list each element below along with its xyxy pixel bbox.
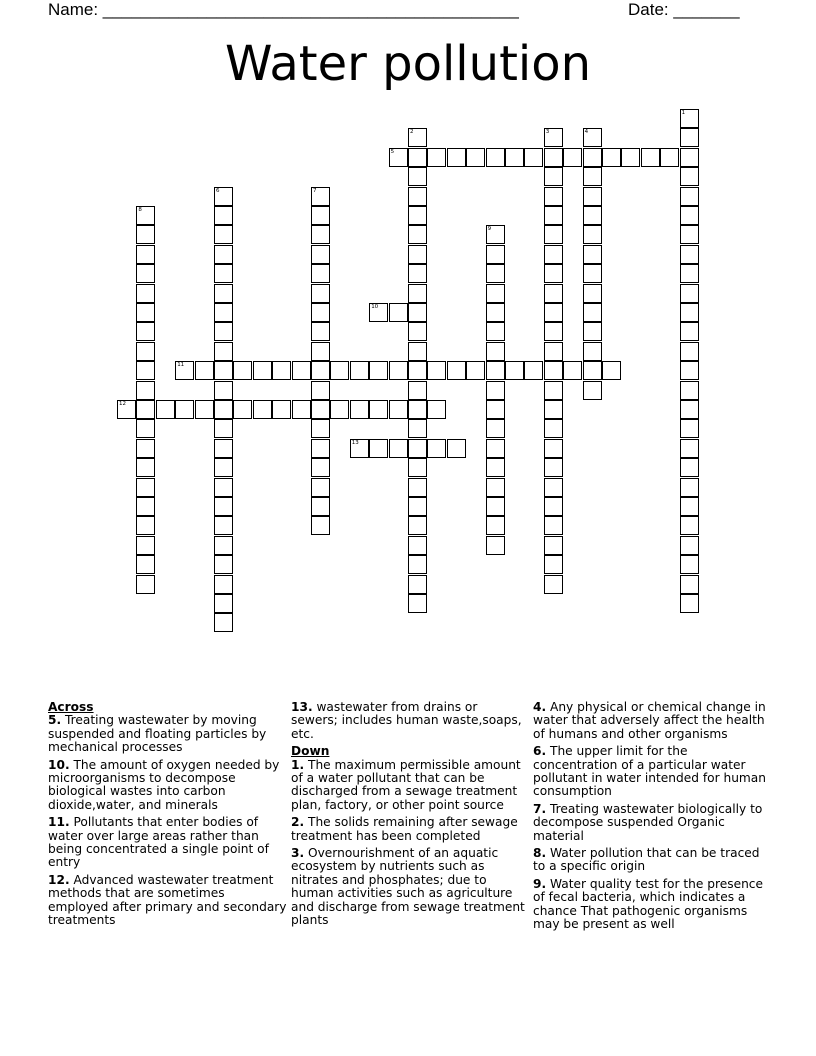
crossword-cell[interactable] xyxy=(408,419,427,438)
crossword-cell[interactable] xyxy=(544,400,563,419)
clue-text: Water pollution that can be traced to a specific origin xyxy=(533,846,760,874)
crossword-cell[interactable] xyxy=(680,284,699,303)
crossword-cell[interactable] xyxy=(680,264,699,283)
crossword-cell[interactable] xyxy=(408,225,427,244)
crossword-cell[interactable] xyxy=(680,575,699,594)
clues-column-3 xyxy=(533,701,773,936)
crossword-cell[interactable] xyxy=(408,594,427,613)
crossword-cell[interactable] xyxy=(544,458,563,477)
crossword-cell[interactable] xyxy=(408,361,427,380)
crossword-cell[interactable] xyxy=(544,342,563,361)
crossword-cell[interactable] xyxy=(408,400,427,419)
crossword-cell[interactable] xyxy=(680,458,699,477)
crossword-cell[interactable] xyxy=(486,264,505,283)
crossword-cell[interactable] xyxy=(680,439,699,458)
crossword-cell[interactable] xyxy=(350,400,369,419)
crossword-cell[interactable] xyxy=(486,516,505,535)
clue-number: 6. xyxy=(533,744,547,759)
crossword-cell[interactable] xyxy=(292,400,311,419)
date-field[interactable]: Date: _______ xyxy=(628,0,740,19)
crossword-cell[interactable] xyxy=(544,264,563,283)
crossword-cell[interactable] xyxy=(311,245,330,264)
crossword-cell[interactable] xyxy=(214,555,233,574)
crossword-cell[interactable] xyxy=(680,167,699,186)
crossword-cell[interactable] xyxy=(214,187,233,206)
crossword-cell[interactable] xyxy=(680,497,699,516)
crossword-cell[interactable] xyxy=(156,400,175,419)
crossword-cell[interactable] xyxy=(641,148,660,167)
crossword-cell[interactable] xyxy=(544,361,563,380)
clue-number-label: 6 xyxy=(216,187,220,194)
clue-number-label: 7 xyxy=(313,187,317,194)
clue-number-label: 5 xyxy=(390,148,395,155)
crossword-cell[interactable] xyxy=(214,206,233,225)
crossword-cell[interactable] xyxy=(389,303,408,322)
crossword-cell[interactable] xyxy=(350,439,369,458)
crossword-cell[interactable] xyxy=(408,167,427,186)
clue-number-label: 8 xyxy=(138,207,142,213)
crossword-cell[interactable] xyxy=(330,400,349,419)
clue-number-label: 11 xyxy=(177,362,185,369)
crossword-cell[interactable] xyxy=(583,284,602,303)
clue-number-label: 1 xyxy=(681,110,686,116)
clue-text: The solids remaining after sewage treatment has been completed xyxy=(291,815,518,843)
clue-across-11 xyxy=(48,816,288,870)
clue-across-10 xyxy=(48,759,288,813)
crossword-cell[interactable] xyxy=(214,225,233,244)
crossword-cell[interactable] xyxy=(311,400,330,419)
clue-across-5 xyxy=(48,714,288,754)
crossword-cell[interactable] xyxy=(680,303,699,322)
crossword-cell[interactable] xyxy=(544,128,563,147)
crossword-cell[interactable] xyxy=(136,381,155,400)
crossword-cell[interactable] xyxy=(447,148,466,167)
clue-number: 11. xyxy=(48,815,70,830)
crossword-cell[interactable] xyxy=(175,400,194,419)
crossword-cell[interactable] xyxy=(544,478,563,497)
crossword-cell[interactable] xyxy=(486,478,505,497)
crossword-cell[interactable] xyxy=(524,361,543,380)
clues-column-2 xyxy=(291,701,527,932)
crossword-cell[interactable] xyxy=(544,575,563,594)
clue-text: Water quality test for the presence of fecal bacteria, which indicates a chance That pathogenic organisms may be present as well xyxy=(533,876,764,932)
crossword-cell[interactable] xyxy=(583,264,602,283)
crossword-cell[interactable] xyxy=(583,245,602,264)
crossword-cell[interactable] xyxy=(408,458,427,477)
crossword-cell[interactable] xyxy=(214,264,233,283)
name-field[interactable]: Name: ____________________________________________ xyxy=(48,0,519,19)
clue-number: 2. xyxy=(291,815,305,830)
crossword-cell[interactable] xyxy=(486,497,505,516)
crossword-cell[interactable] xyxy=(214,381,233,400)
crossword-cell[interactable] xyxy=(311,516,330,535)
crossword-cell[interactable] xyxy=(486,458,505,477)
clue-down-9 xyxy=(533,878,773,932)
crossword-cell[interactable] xyxy=(486,284,505,303)
clue-text: The maximum permissible amount of a water pollutant that can be discharged from a sewage treatment plan, factory, or other point source xyxy=(291,757,521,812)
crossword-cell[interactable] xyxy=(486,322,505,341)
crossword-cell[interactable] xyxy=(505,361,524,380)
crossword-cell[interactable] xyxy=(408,303,427,322)
clue-text: Treating wastewater by moving suspended and floating particles by mechanical processes xyxy=(48,713,267,755)
crossword-cell[interactable] xyxy=(408,381,427,400)
crossword-cell[interactable] xyxy=(311,322,330,341)
crossword-cell[interactable] xyxy=(408,575,427,594)
crossword-cell[interactable] xyxy=(369,439,388,458)
crossword-cell[interactable] xyxy=(583,187,602,206)
crossword-cell[interactable] xyxy=(544,555,563,574)
clue-number-label: 9 xyxy=(487,226,492,233)
clue-number-label: 12 xyxy=(119,401,126,407)
crossword-cell[interactable] xyxy=(486,148,505,167)
crossword-cell[interactable] xyxy=(486,381,505,400)
across-heading: Across xyxy=(48,700,94,714)
crossword-cell[interactable] xyxy=(136,497,155,516)
crossword-cell[interactable] xyxy=(486,400,505,419)
crossword-cell[interactable] xyxy=(369,303,388,322)
crossword-cell[interactable] xyxy=(214,245,233,264)
crossword-cell[interactable] xyxy=(311,458,330,477)
clue-down-6 xyxy=(533,745,773,799)
crossword-cell[interactable] xyxy=(311,206,330,225)
crossword-cell[interactable] xyxy=(136,284,155,303)
clue-down-2 xyxy=(291,816,527,843)
crossword-cell[interactable] xyxy=(544,439,563,458)
crossword-cell[interactable] xyxy=(427,148,446,167)
crossword-cell[interactable] xyxy=(680,361,699,380)
crossword-cell[interactable] xyxy=(195,400,214,419)
crossword-cell[interactable] xyxy=(272,361,291,380)
crossword-cell[interactable] xyxy=(408,555,427,574)
crossword-cell[interactable] xyxy=(486,419,505,438)
crossword-cell[interactable] xyxy=(680,187,699,206)
crossword-cell[interactable] xyxy=(214,361,233,380)
crossword-cell[interactable] xyxy=(214,536,233,555)
clue-across-13 xyxy=(291,701,527,741)
crossword-cell[interactable] xyxy=(389,400,408,419)
crossword-cell[interactable] xyxy=(680,478,699,497)
crossword-cell[interactable] xyxy=(680,206,699,225)
clue-down-7 xyxy=(533,803,773,843)
crossword-cell[interactable] xyxy=(486,342,505,361)
crossword-cell[interactable] xyxy=(253,361,272,380)
clue-number: 5. xyxy=(48,713,62,728)
clue-number: 10. xyxy=(48,757,70,772)
crossword-cell[interactable] xyxy=(583,148,602,167)
crossword-cell[interactable] xyxy=(214,575,233,594)
crossword-cell[interactable] xyxy=(660,148,679,167)
clue-number: 9. xyxy=(533,876,547,891)
crossword-cell[interactable] xyxy=(233,361,252,380)
crossword-cell[interactable] xyxy=(136,478,155,497)
crossword-cell[interactable] xyxy=(311,303,330,322)
clue-number: 1. xyxy=(291,757,305,772)
crossword-cell[interactable] xyxy=(408,516,427,535)
clue-text: Treating wastewater biologically to decompose suspended Organic material xyxy=(533,801,763,843)
crossword-cell[interactable] xyxy=(544,303,563,322)
crossword-cell[interactable] xyxy=(311,284,330,303)
clue-text: Advanced wastewater treatment methods that are sometimes employed after primary and secondary treatments xyxy=(48,872,287,928)
crossword-cell[interactable] xyxy=(408,245,427,264)
crossword-cell[interactable] xyxy=(214,478,233,497)
crossword-cell[interactable] xyxy=(680,148,699,167)
crossword-cell[interactable] xyxy=(408,439,427,458)
clue-number-label: 13 xyxy=(351,439,359,446)
crossword-cell[interactable] xyxy=(583,225,602,244)
crossword-cell[interactable] xyxy=(369,400,388,419)
clue-down-3 xyxy=(291,847,527,927)
crossword-cell[interactable] xyxy=(680,342,699,361)
crossword-cell[interactable] xyxy=(544,322,563,341)
crossword-cell[interactable] xyxy=(505,148,524,167)
crossword-cell[interactable] xyxy=(136,536,155,555)
crossword-cell[interactable] xyxy=(136,245,155,264)
clue-number: 4. xyxy=(533,700,547,714)
crossword-cell[interactable] xyxy=(408,322,427,341)
crossword-cell[interactable] xyxy=(544,381,563,400)
crossword-cell[interactable] xyxy=(486,303,505,322)
crossword-cell[interactable] xyxy=(427,439,446,458)
crossword-cell[interactable] xyxy=(311,361,330,380)
crossword-cell[interactable] xyxy=(544,148,563,167)
crossword-cell[interactable] xyxy=(389,361,408,380)
crossword-cell[interactable] xyxy=(544,536,563,555)
crossword-cell[interactable] xyxy=(563,361,582,380)
crossword-cell[interactable] xyxy=(544,516,563,535)
crossword-cell[interactable] xyxy=(253,400,272,419)
crossword-cell[interactable] xyxy=(136,516,155,535)
crossword-cell[interactable] xyxy=(408,478,427,497)
crossword-cell[interactable] xyxy=(214,322,233,341)
crossword-cell[interactable] xyxy=(136,555,155,574)
crossword-cell[interactable] xyxy=(136,264,155,283)
crossword-cell[interactable] xyxy=(272,400,291,419)
clues-column-1 xyxy=(48,701,288,932)
crossword-cell[interactable] xyxy=(136,206,155,225)
crossword-cell[interactable] xyxy=(427,400,446,419)
crossword-cell[interactable] xyxy=(602,361,621,380)
clue-text: The upper limit for the concentration of a particular water pollutant in water intended for human consumption xyxy=(533,744,766,799)
crossword-cell[interactable] xyxy=(466,148,485,167)
crossword-cell[interactable] xyxy=(544,284,563,303)
crossword-cell[interactable] xyxy=(311,439,330,458)
crossword-cell[interactable] xyxy=(544,497,563,516)
clue-number-label: 2 xyxy=(410,129,414,136)
clue-across-12 xyxy=(48,874,288,928)
crossword-cell[interactable] xyxy=(544,245,563,264)
crossword-cell[interactable] xyxy=(214,594,233,613)
crossword-cell[interactable] xyxy=(544,167,563,186)
page-title: Water pollution xyxy=(224,36,592,92)
crossword-cell[interactable] xyxy=(583,206,602,225)
crossword-cell[interactable] xyxy=(447,439,466,458)
crossword-cell[interactable] xyxy=(214,342,233,361)
crossword-cell[interactable] xyxy=(292,361,311,380)
crossword-cell[interactable] xyxy=(680,381,699,400)
crossword-cell[interactable] xyxy=(544,206,563,225)
crossword-cell[interactable] xyxy=(486,439,505,458)
crossword-cell[interactable] xyxy=(602,148,621,167)
clue-text: Pollutants that enter bodies of water over large areas rather than being concentrated a single point of entry xyxy=(48,815,269,870)
clue-text: Overnourishment of an aquatic ecosystem by nutrients such as nitrates and phosphates; due to human activities such as agriculture and discharge from sewage treatment plants xyxy=(291,846,525,928)
crossword-cell[interactable] xyxy=(389,148,408,167)
crossword-cell[interactable] xyxy=(583,342,602,361)
crossword-cell[interactable] xyxy=(311,419,330,438)
crossword-cell[interactable] xyxy=(214,284,233,303)
crossword-cell[interactable] xyxy=(311,225,330,244)
crossword-cell[interactable] xyxy=(311,478,330,497)
crossword-cell[interactable] xyxy=(214,439,233,458)
crossword-cell[interactable] xyxy=(408,148,427,167)
crossword-cell[interactable] xyxy=(680,555,699,574)
crossword-cell[interactable] xyxy=(621,148,640,167)
clue-number-label: 3 xyxy=(545,129,550,136)
crossword-cell[interactable] xyxy=(486,225,505,244)
crossword-cell[interactable] xyxy=(680,245,699,264)
crossword-cell[interactable] xyxy=(680,322,699,341)
crossword-cell[interactable] xyxy=(136,458,155,477)
crossword-cell[interactable] xyxy=(583,322,602,341)
crossword-cell[interactable] xyxy=(214,497,233,516)
crossword-cell[interactable] xyxy=(408,264,427,283)
crossword-cell[interactable] xyxy=(117,400,136,419)
crossword-cell[interactable] xyxy=(583,303,602,322)
clue-number: 13. xyxy=(291,700,313,714)
crossword-cell[interactable] xyxy=(214,613,233,632)
crossword-cell[interactable] xyxy=(680,400,699,419)
crossword-cell[interactable] xyxy=(214,419,233,438)
crossword-cell[interactable] xyxy=(311,497,330,516)
crossword-cell[interactable] xyxy=(408,206,427,225)
crossword-cell[interactable] xyxy=(369,361,388,380)
clue-down-1 xyxy=(291,759,527,813)
crossword-cell[interactable] xyxy=(311,342,330,361)
crossword-cell[interactable] xyxy=(214,516,233,535)
crossword-cell[interactable] xyxy=(544,225,563,244)
clue-text: Any physical or chemical change in water that adversely affect the health of humans and other organisms xyxy=(533,700,766,741)
crossword-cell[interactable] xyxy=(408,187,427,206)
crossword-cell[interactable] xyxy=(583,381,602,400)
crossword-cell[interactable] xyxy=(311,264,330,283)
crossword-cell[interactable] xyxy=(427,361,446,380)
crossword-cell[interactable] xyxy=(680,419,699,438)
crossword-cell[interactable] xyxy=(486,245,505,264)
crossword-cell[interactable] xyxy=(311,381,330,400)
crossword-cell[interactable] xyxy=(136,575,155,594)
crossword-cell[interactable] xyxy=(408,497,427,516)
crossword-cell[interactable] xyxy=(583,361,602,380)
clue-number: 8. xyxy=(533,846,547,861)
crossword-cell[interactable] xyxy=(408,128,427,147)
crossword-cell[interactable] xyxy=(195,361,214,380)
crossword-cell[interactable] xyxy=(583,167,602,186)
crossword-cell[interactable] xyxy=(136,400,155,419)
crossword-cell[interactable] xyxy=(680,128,699,147)
crossword-cell[interactable] xyxy=(136,439,155,458)
crossword-cell[interactable] xyxy=(680,594,699,613)
crossword-cell[interactable] xyxy=(233,400,252,419)
crossword-cell[interactable] xyxy=(136,361,155,380)
clue-number-label: 4 xyxy=(584,129,589,136)
crossword-cell[interactable] xyxy=(466,361,485,380)
crossword-cell[interactable] xyxy=(136,322,155,341)
crossword-cell[interactable] xyxy=(563,148,582,167)
crossword-cell[interactable] xyxy=(330,361,349,380)
clue-down-4 xyxy=(533,701,773,741)
crossword-cell[interactable] xyxy=(680,536,699,555)
crossword-cell[interactable] xyxy=(311,187,330,206)
crossword-cell[interactable] xyxy=(136,225,155,244)
crossword-cell[interactable] xyxy=(214,400,233,419)
crossword-cell[interactable] xyxy=(680,109,699,128)
crossword-cell[interactable] xyxy=(544,187,563,206)
crossword-cell[interactable] xyxy=(175,361,194,380)
crossword-cell[interactable] xyxy=(408,342,427,361)
clue-text: wastewater from drains or sewers; includes human waste,soaps, etc. xyxy=(291,700,522,741)
crossword-cell[interactable] xyxy=(680,516,699,535)
crossword-cell[interactable] xyxy=(524,148,543,167)
crossword-cell[interactable] xyxy=(408,284,427,303)
crossword-cell[interactable] xyxy=(214,458,233,477)
crossword-cell[interactable] xyxy=(544,419,563,438)
crossword-cell[interactable] xyxy=(214,303,233,322)
down-heading: Down xyxy=(291,744,330,759)
crossword-cell[interactable] xyxy=(408,536,427,555)
clue-text: The amount of oxygen needed by microorganisms to decompose biological wastes into carbon dioxide,water, and minerals xyxy=(48,757,280,812)
crossword-cell[interactable] xyxy=(136,342,155,361)
crossword-cell[interactable] xyxy=(350,361,369,380)
crossword-cell[interactable] xyxy=(583,128,602,147)
clue-number-label: 10 xyxy=(371,304,379,310)
crossword-cell[interactable] xyxy=(136,419,155,438)
clue-number: 12. xyxy=(48,872,70,887)
crossword-cell[interactable] xyxy=(136,303,155,322)
crossword-cell[interactable] xyxy=(486,361,505,380)
crossword-cell[interactable] xyxy=(389,439,408,458)
clue-number: 7. xyxy=(533,801,547,816)
crossword-cell[interactable] xyxy=(486,536,505,555)
crossword-cell[interactable] xyxy=(447,361,466,380)
clue-number: 3. xyxy=(291,846,305,861)
crossword-cell[interactable] xyxy=(680,225,699,244)
clue-down-8 xyxy=(533,847,773,874)
